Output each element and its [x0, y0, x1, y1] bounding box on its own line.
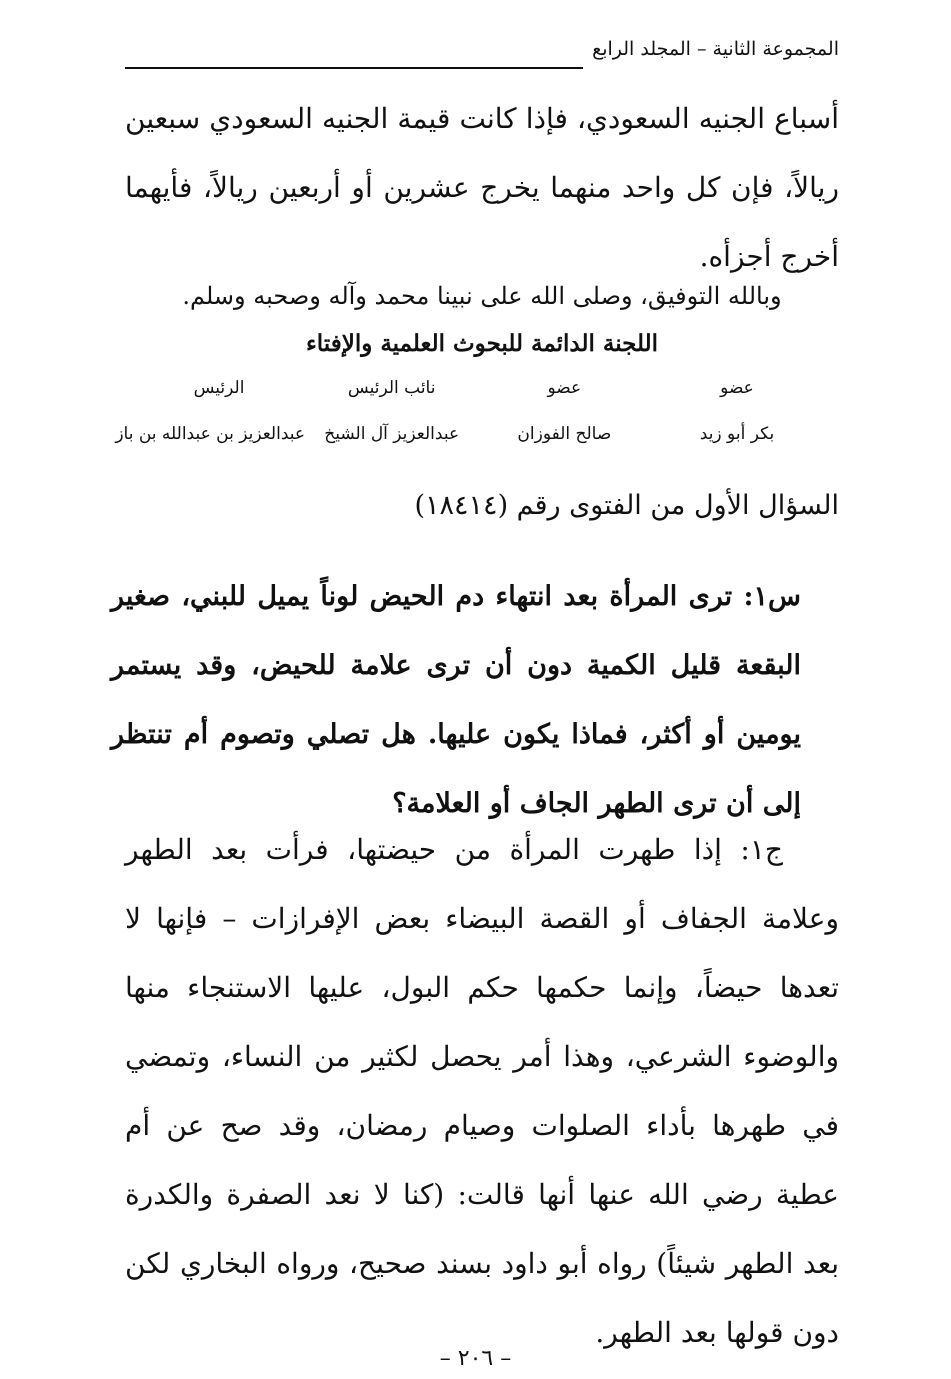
closing-prayer: وبالله التوفيق، وصلى الله على نبينا محمد وآله وصحبه وسلم. [182, 282, 782, 310]
signatory-title: الرئيس [193, 378, 245, 398]
page-number: – ٢٠٦ – [439, 1346, 512, 1371]
signatory-title: عضو [547, 378, 582, 398]
signatory-name: عبدالعزيز آل الشيخ [324, 424, 460, 444]
committee-name: اللجنة الدائمة للبحوث العلمية والإفتاء [305, 330, 659, 357]
signatory-titles [133, 378, 823, 398]
question-text: س١: ترى المرأة بعد انتهاء دم الحيض لوناً يميل للبني، صغير البقعة قليل الكمية دون أن ترى علامة للحيض، وقد يستمر يومين أو أكثر، فماذا يكون عليها. هل تصلي وتصوم أم تنتظر إلى أن ترى الطهر الجاف أو العلامة؟ [111, 581, 801, 819]
signatory-title: عضو [720, 378, 754, 398]
signatory-name: صالح الفوزان [517, 424, 612, 444]
signatory-title: نائب الرئيس [347, 378, 436, 398]
running-header: المجموعة الثانية – المجلد الرابع [592, 38, 839, 60]
answer-text: ج١: إذا طهرت المرأة من حيضتها، فرأت بعد الطهر وعلامة الجفاف أو القصة البيضاء بعض الإفرازات – فإنها لا تعدها حيضاً، وإنما حكمها حكم البول، عليها الاستنجاء منها والوضوء الشرعي، وهذا أمر يحصل لكثير من النساء، وتمضي في طهرها بأداء الصلوات وصيام رمضان، وقد صح عن أم عطية رضي الله عنها أنها قالت: (كنا لا نعد الصفرة والكدرة بعد الطهر شيئاً) رواه أبو داود بسند صحيح، ورواه البخاري لكن دون قولها بعد الطهر. [125, 833, 839, 1349]
signatory-names [115, 424, 823, 444]
signatory-name: عبدالعزيز بن عبدالله بن باز [115, 424, 306, 444]
signatory-name: بكر أبو زيد [699, 424, 775, 444]
fatwa-heading: السؤال الأول من الفتوى رقم (١٨٤١٤) [414, 490, 839, 521]
paragraph-continuation: أسباع الجنيه السعودي، فإذا كانت قيمة الجنيه السعودي سبعين ريالاً، فإن كل واحد منهما يخرج عشرين أو أربعين ريالاً، فأيهما أخرج أجزأه. [125, 102, 839, 273]
header-rule [125, 67, 583, 69]
